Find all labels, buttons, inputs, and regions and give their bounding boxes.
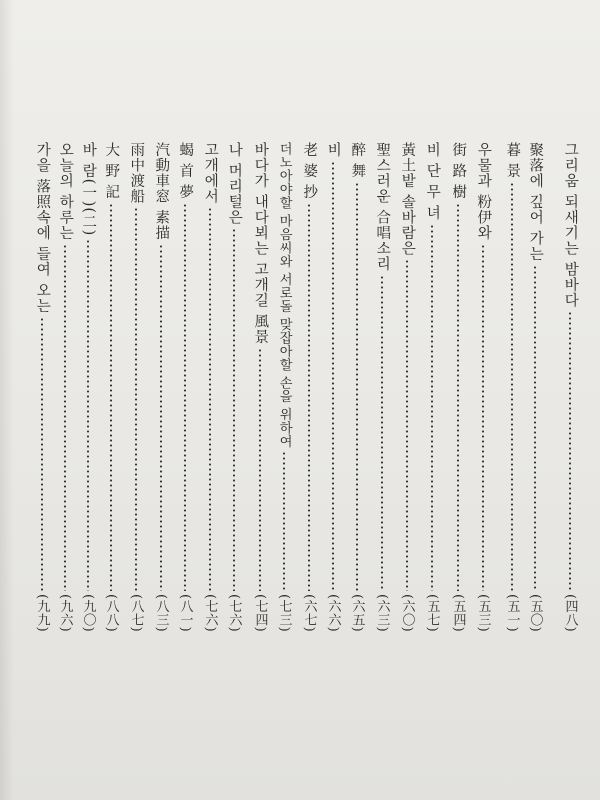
toc-entry-page: (五四) xyxy=(450,593,466,632)
toc-entry-title: 黃土밭 솔바람은 xyxy=(399,142,416,257)
toc-entry-page: (五七) xyxy=(424,593,440,632)
dot-leader xyxy=(135,207,137,591)
dot-leader xyxy=(569,311,571,591)
dot-leader xyxy=(332,161,334,591)
toc-entry xyxy=(248,142,272,632)
toc-entry-page: (九〇) xyxy=(80,593,96,632)
toc-entry-title: 老 婆 抄 xyxy=(301,142,318,200)
toc-entry-page: (八三) xyxy=(153,593,169,632)
toc-entry xyxy=(30,142,54,632)
toc-entry-title: 가을 落照속에 들여 오는 xyxy=(34,142,51,314)
dot-leader xyxy=(406,259,408,591)
toc-entry xyxy=(395,142,419,632)
dot-leader xyxy=(160,244,162,591)
toc-entry-title: 바 람(一)(二) xyxy=(80,142,97,237)
toc-entry xyxy=(523,142,547,632)
toc-entry xyxy=(124,142,148,632)
dot-leader xyxy=(356,182,358,591)
toc-entry-title: 街 路 樹 xyxy=(450,142,467,200)
toc-entry-title: 바다가 내다뵈는 고개길 風景 xyxy=(252,142,269,345)
toc-entry-title: 고개에서 xyxy=(202,142,219,204)
dot-leader xyxy=(233,228,235,591)
toc-entry-page: (七六) xyxy=(226,593,242,632)
toc-entry-title: 汽動車窓 素描 xyxy=(153,142,170,241)
toc-entry xyxy=(321,142,345,632)
dot-leader xyxy=(184,203,186,591)
toc-entry xyxy=(198,142,222,632)
toc-entry-page: (九六) xyxy=(57,593,73,632)
toc-entry xyxy=(420,142,444,632)
toc-entry-title: 暮 景 xyxy=(504,142,521,179)
dot-leader xyxy=(482,244,484,591)
toc-entry-page: (七四) xyxy=(252,593,268,632)
dot-leader xyxy=(511,182,513,591)
dot-leader xyxy=(41,317,43,591)
toc-entry-page: (九九) xyxy=(34,593,50,632)
toc-entry xyxy=(446,142,470,632)
toc-entry-title: 우물과 粉伊와 xyxy=(475,142,492,241)
toc-entry-title: 비 xyxy=(325,142,342,158)
toc-entry-page: (六〇) xyxy=(399,593,415,632)
toc-entry xyxy=(149,142,173,632)
dot-leader xyxy=(110,203,112,591)
toc-entry xyxy=(272,142,296,632)
dot-leader xyxy=(534,265,536,591)
toc-entry-title: 비 단 무 녀 xyxy=(424,142,441,221)
dot-leader xyxy=(64,244,66,591)
toc-entry-title: 雨中渡船 xyxy=(128,142,145,204)
dot-leader xyxy=(381,275,383,591)
dot-leader xyxy=(209,207,211,591)
toc-entry-title: 聖스러운 合唱소리 xyxy=(374,142,391,272)
toc-entry-title: 나 머리털은 xyxy=(226,142,243,226)
toc-entry-page: (七六) xyxy=(202,593,218,632)
dot-leader xyxy=(431,224,433,591)
toc-entry xyxy=(345,142,369,632)
toc-entry xyxy=(297,142,321,632)
toc-entry-page: (七三) xyxy=(276,593,292,632)
toc-entry-page: (五三) xyxy=(475,593,491,632)
toc-entry-title: 더노아야할 마음씨와 서로돌 맞잡아할 손을 위하여 xyxy=(276,142,292,448)
toc-entry xyxy=(471,142,495,632)
toc-entry-page: (六六) xyxy=(325,593,341,632)
toc-entry-page: (六五) xyxy=(349,593,365,632)
toc-entry xyxy=(173,142,197,632)
toc-entry-page: (五一) xyxy=(504,593,520,632)
toc-entry-title: 聚落에 깊어 가는 xyxy=(527,142,544,262)
toc-entry xyxy=(76,142,100,632)
toc-entry-title: 蝎 首 夢 xyxy=(177,142,194,200)
toc-entry xyxy=(222,142,246,632)
dot-leader xyxy=(283,451,285,591)
toc-entry-title: 醉 舞 xyxy=(349,142,366,179)
toc-entry-title: 오늘의 하루는 xyxy=(57,142,74,241)
toc-entry-page: (五〇) xyxy=(527,593,543,632)
dot-leader xyxy=(259,348,261,591)
toc-entry xyxy=(558,142,582,632)
toc-entry xyxy=(500,142,524,632)
toc-entry-title: 그리움 되새기는 밤바다 xyxy=(562,142,579,309)
toc-entry xyxy=(99,142,123,632)
toc-entry-page: (八七) xyxy=(128,593,144,632)
toc-entry-page: (六三) xyxy=(374,593,390,632)
toc-entry-page: (八八) xyxy=(103,593,119,632)
toc-entry-page: (四八) xyxy=(562,593,578,632)
toc-entry-title: 大 野 記 xyxy=(103,142,120,200)
toc-entry-page: (六七) xyxy=(301,593,317,632)
toc-entry xyxy=(53,142,77,632)
toc-entry-page: (八一) xyxy=(177,593,193,632)
toc-entry xyxy=(370,142,394,632)
dot-leader xyxy=(87,239,89,591)
dot-leader xyxy=(457,203,459,591)
dot-leader xyxy=(308,203,310,591)
